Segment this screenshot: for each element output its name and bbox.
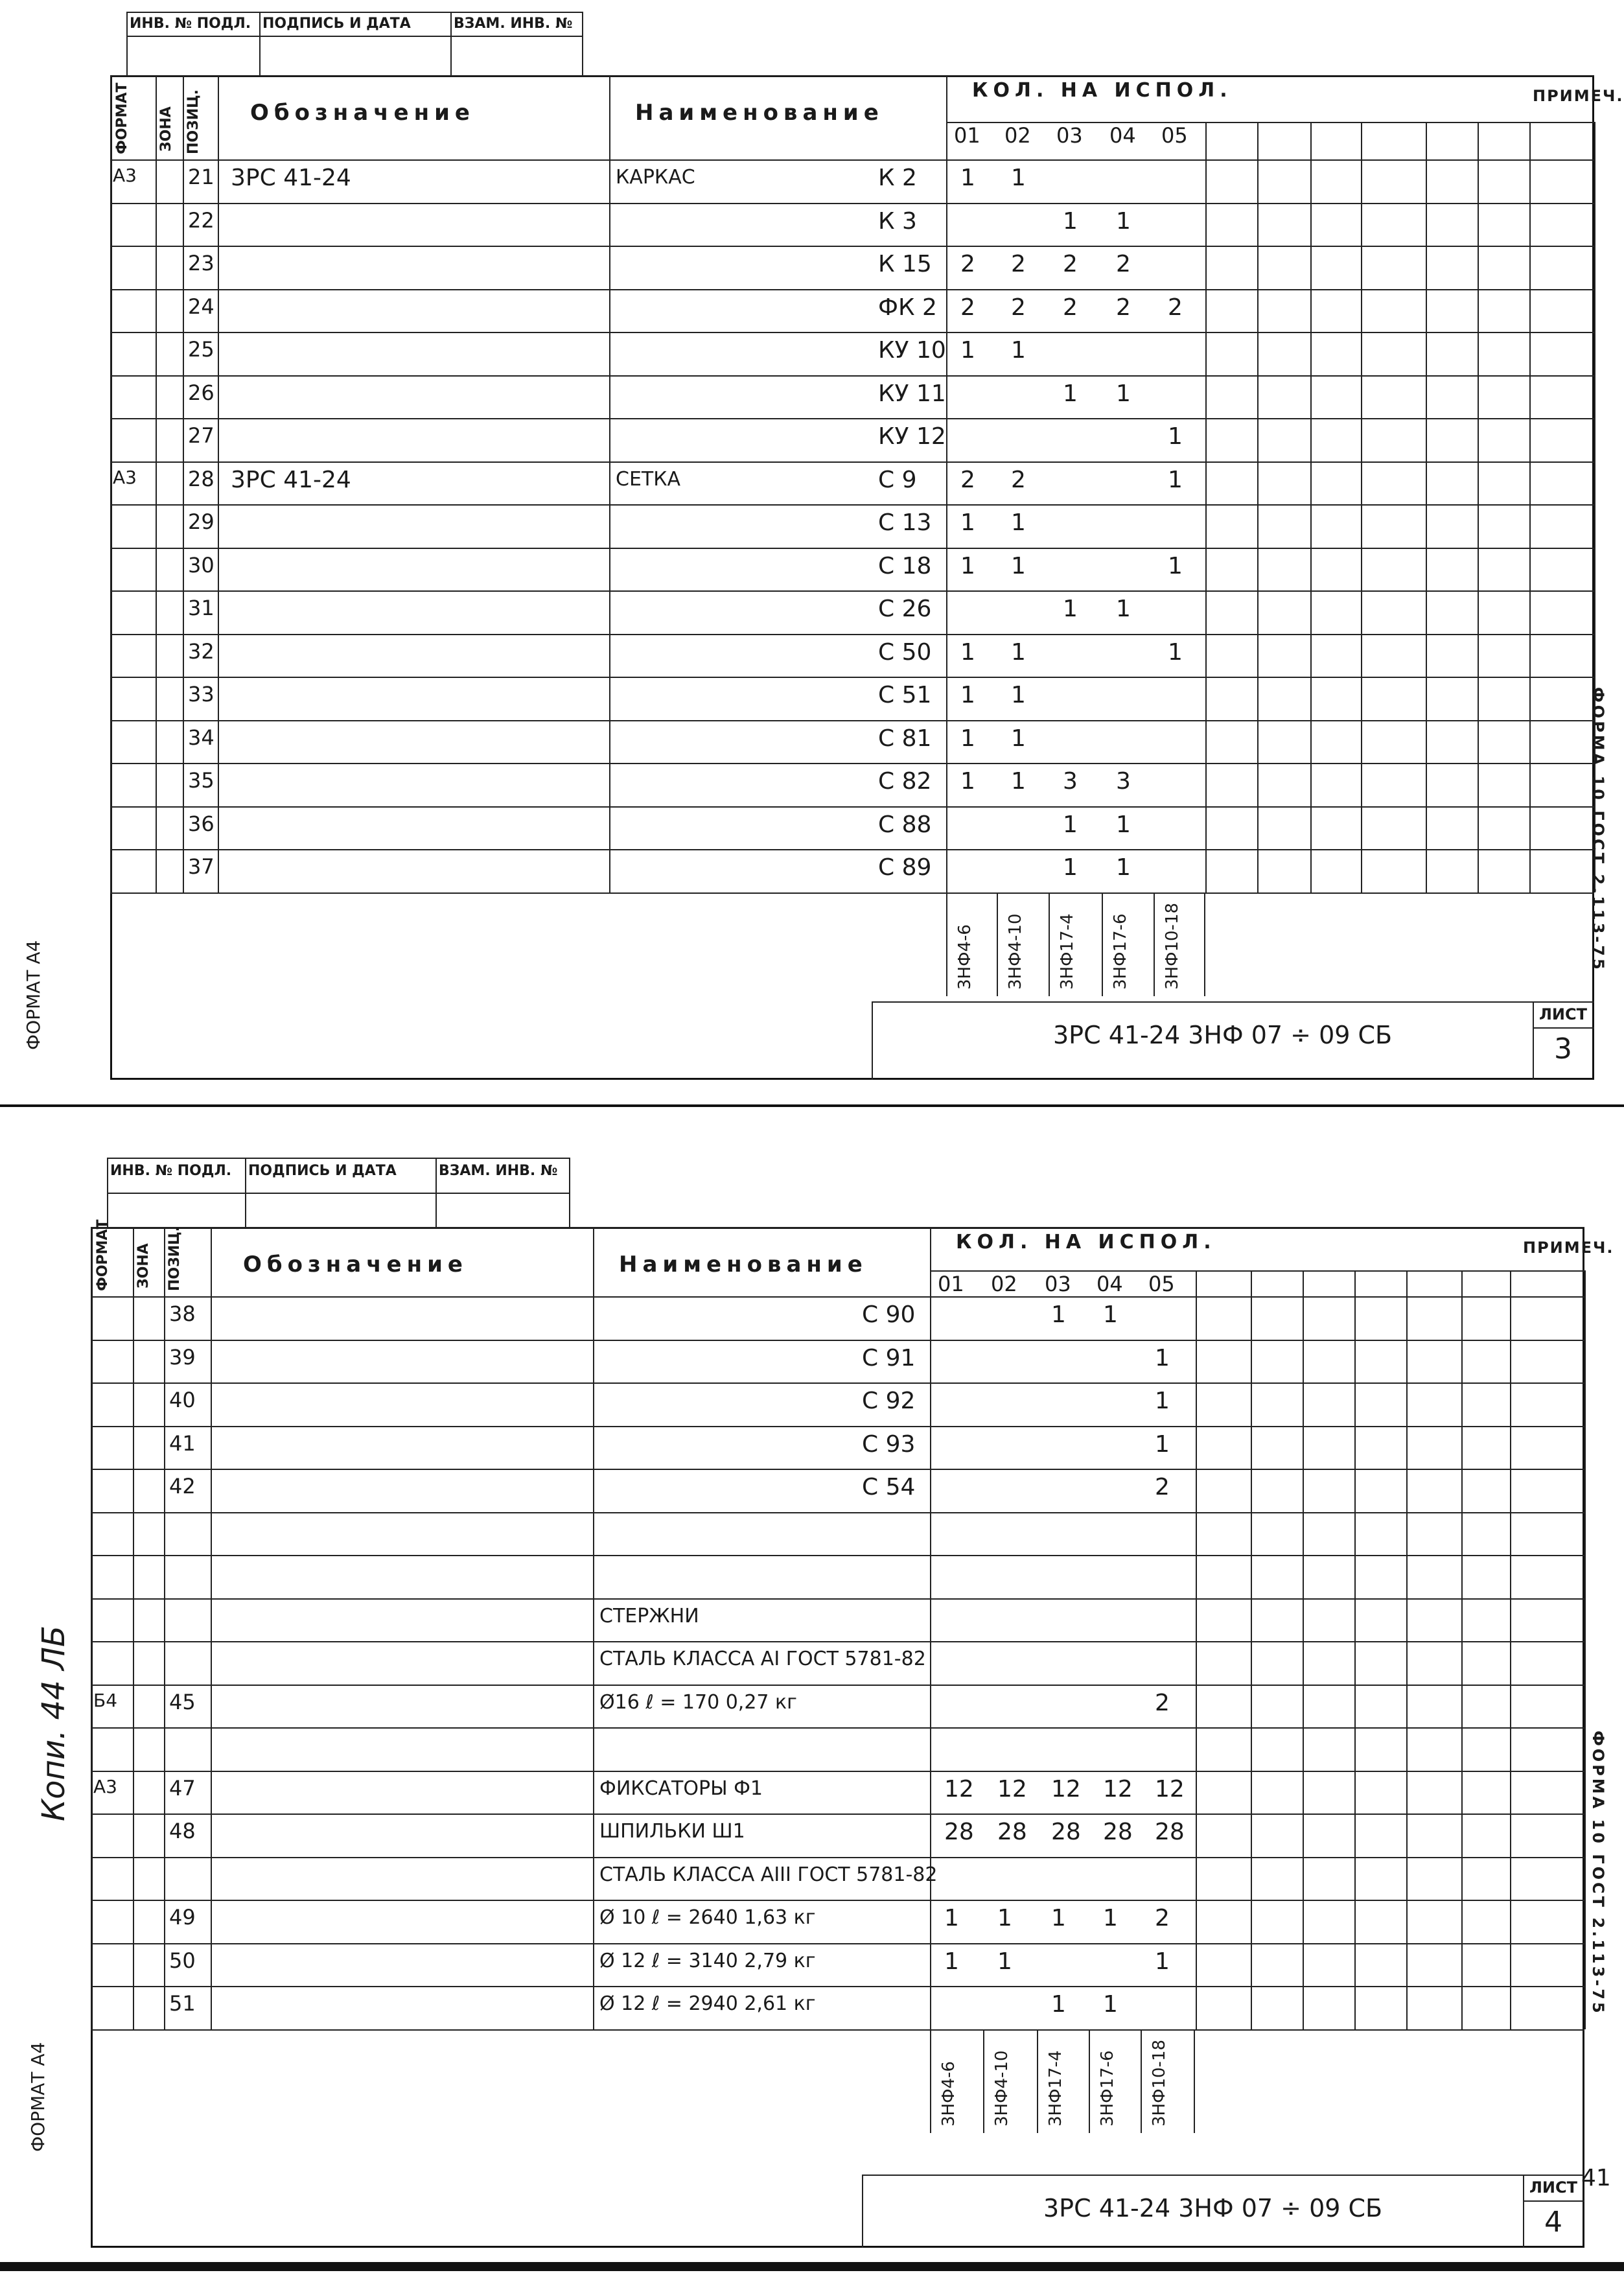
cell-mark: С 89 <box>878 854 932 881</box>
rule-h <box>110 332 1594 333</box>
cell-position: 45 <box>169 1689 196 1714</box>
cell-qty: 1 <box>1011 768 1026 795</box>
variant-col-01: 01 <box>938 1272 964 1296</box>
rule-h <box>110 289 1594 290</box>
rule-v <box>1257 122 1259 892</box>
stamp-vzam-2: ВЗАМ. ИНВ. № <box>439 1163 558 1179</box>
list-label: ЛИСТ <box>1529 2178 1578 2197</box>
rule-v <box>1049 892 1050 996</box>
rule-h <box>91 1943 1584 1944</box>
rule-h <box>91 1469 1584 1470</box>
cell-qty: 1 <box>1063 380 1078 407</box>
cell-position: 49 <box>169 1905 196 1930</box>
cell-qty: 1 <box>1116 380 1131 407</box>
rule-h <box>110 763 1594 764</box>
rule-h <box>110 375 1594 377</box>
cell-position: 50 <box>169 1948 196 1973</box>
cell-mark: С 13 <box>878 509 932 536</box>
cell-position: 42 <box>169 1474 196 1499</box>
rule-h <box>930 1270 1584 1272</box>
rule-h <box>91 1814 1584 1815</box>
cell-position: 28 <box>188 466 215 491</box>
rule-v <box>183 75 184 892</box>
rule-h <box>91 1227 1584 1228</box>
sheet-2-frame <box>91 1227 1584 2248</box>
cell-position: 27 <box>188 423 215 448</box>
cell-name: СЕТКА <box>616 467 681 491</box>
stamp-podpis-2: ПОДПИСЬ И ДАТА <box>248 1163 397 1179</box>
cell-qty: 1 <box>997 1948 1012 1975</box>
cell-qty: 3 <box>1063 768 1078 795</box>
cell-name: СТЕРЖНИ <box>599 1604 699 1627</box>
rule-h <box>110 504 1594 506</box>
cell-qty: 2 <box>1063 251 1078 277</box>
cell-format: Б4 <box>93 1689 118 1711</box>
cell-qty: 2 <box>1063 294 1078 321</box>
cell-mark: С 18 <box>878 552 932 579</box>
cell-mark: С 90 <box>862 1301 916 1328</box>
cell-mark: С 92 <box>862 1388 916 1414</box>
rule-h <box>110 677 1594 678</box>
cell-name: ШПИЛЬКИ Ш1 <box>599 1820 745 1843</box>
rule-h <box>91 1340 1584 1341</box>
cell-position: 38 <box>169 1301 196 1326</box>
variant-col-01: 01 <box>954 123 980 148</box>
cell-qty: 1 <box>1063 854 1078 881</box>
cell-position: 31 <box>188 596 215 620</box>
rule-h <box>91 1685 1584 1686</box>
cell-qty: 1 <box>1116 811 1131 838</box>
rule-h <box>110 806 1594 808</box>
rule-v <box>1426 122 1427 892</box>
rule-v <box>211 1227 212 2029</box>
rule-v <box>1141 2029 1142 2133</box>
rule-h <box>91 1986 1584 1987</box>
title-block-designation: 3РС 41-24 3НФ 07 ÷ 09 СБ <box>1053 1021 1393 1049</box>
cell-position: 48 <box>169 1819 196 1843</box>
cell-qty: 1 <box>1011 165 1026 191</box>
rule-v <box>983 2029 984 2133</box>
rule-v <box>593 1227 594 2029</box>
variant-code: 3НФ10-18 <box>1163 902 1182 990</box>
cell-mark: С 91 <box>862 1344 916 1371</box>
cell-oboznachenie: 3РС 41-24 <box>231 466 351 493</box>
cell-name: ФИКСАТОРЫ Ф1 <box>599 1777 763 1800</box>
cell-qty: 28 <box>944 1819 974 1845</box>
header-naimenovanie: Наименование <box>619 1252 868 1277</box>
rule-h <box>91 1727 1584 1729</box>
cell-mark: С 82 <box>878 768 932 795</box>
rule-h <box>91 1641 1584 1642</box>
rule-h <box>946 122 1594 123</box>
cell-qty: 1 <box>944 1905 959 1931</box>
cell-qty: 1 <box>1103 1301 1118 1328</box>
rule-v <box>1102 892 1103 996</box>
cell-qty: 28 <box>1103 1819 1133 1845</box>
cell-qty: 12 <box>944 1775 974 1802</box>
rule-v <box>1089 2029 1090 2133</box>
header-kol: КОЛ. НА ИСПОЛ. <box>956 1231 1216 1254</box>
cell-position: 40 <box>169 1388 196 1412</box>
side-label-right-bottom: ФОРМА 10 ГОСТ 2.113-75 <box>1589 1731 1607 2016</box>
rule-h <box>110 849 1594 850</box>
cell-mark: С 88 <box>878 811 932 838</box>
rule-h <box>91 1382 1584 1384</box>
cell-mark: С 50 <box>878 638 932 666</box>
rule-v <box>110 75 111 892</box>
cell-qty: 1 <box>1051 1301 1066 1328</box>
cell-qty: 28 <box>997 1819 1027 1845</box>
side-label-right-top: ФОРМА 10 ГОСТ 2.113-75 <box>1589 687 1607 972</box>
cell-mark: К 2 <box>878 165 917 191</box>
header-zona: ЗОНА <box>158 106 174 152</box>
cell-position: 39 <box>169 1344 196 1370</box>
cell-qty: 1 <box>960 509 975 536</box>
cell-qty: 2 <box>1168 294 1183 321</box>
cell-format: А3 <box>113 165 137 186</box>
cell-qty: 2 <box>1155 1689 1170 1716</box>
rule-h <box>110 461 1594 463</box>
stamp-inv-podl-2: ИНВ. № ПОДЛ. <box>110 1163 232 1179</box>
rule-v <box>1310 122 1312 892</box>
variant-code: 3НФ17-6 <box>1111 913 1130 990</box>
cell-qty: 1 <box>1051 1991 1066 2018</box>
cell-position: 25 <box>188 337 215 362</box>
variant-code: 3НФ10-18 <box>1150 2039 1169 2127</box>
rule-v <box>872 1001 873 1080</box>
cell-mark: С 9 <box>878 466 917 493</box>
cell-qty: 1 <box>1155 1344 1170 1371</box>
cell-format: А3 <box>93 1775 117 1797</box>
cell-mark: КУ 12 <box>878 423 946 450</box>
rule-v <box>1533 1001 1534 1080</box>
rule-h <box>91 1857 1584 1858</box>
cell-qty: 1 <box>960 165 975 191</box>
cell-qty: 1 <box>1116 207 1131 235</box>
cell-qty: 1 <box>1155 1430 1170 1458</box>
rule-h <box>110 590 1594 592</box>
cell-position: 51 <box>169 1991 196 2016</box>
rule-h <box>91 1900 1584 1901</box>
cell-qty: 2 <box>1011 466 1026 493</box>
cell-qty: 1 <box>1116 854 1131 881</box>
cell-qty: 1 <box>960 552 975 579</box>
cell-qty: 1 <box>1155 1948 1170 1975</box>
rule-h <box>1523 2200 1584 2202</box>
cell-qty: 1 <box>1168 638 1183 666</box>
header-format: ФОРМАТ <box>114 82 130 154</box>
cell-position: 34 <box>188 725 215 750</box>
cell-qty: 2 <box>960 294 975 321</box>
variant-code: 3НФ17-4 <box>1046 2050 1065 2127</box>
cell-qty: 1 <box>1011 509 1026 536</box>
rule-h <box>91 1426 1584 1427</box>
rule-h <box>110 634 1594 635</box>
header-naimenovanie: Наименование <box>635 100 884 126</box>
cell-name: Ø16 ℓ = 170 0,27 кг <box>599 1690 797 1714</box>
rule-v <box>164 1227 165 2029</box>
cell-qty: 1 <box>1116 596 1131 622</box>
rule-h <box>110 246 1594 247</box>
cell-name: СТАЛЬ КЛАССА АIII ГОСТ 5781-82 <box>599 1863 938 1886</box>
cell-position: 29 <box>188 509 215 534</box>
page-separator <box>0 1104 1624 1107</box>
rule-h <box>1533 1027 1594 1029</box>
rule-v <box>862 2175 863 2248</box>
variant-code: 3НФ4-6 <box>955 924 975 990</box>
rule-v <box>930 1227 931 2029</box>
list-number: 3 <box>1554 1032 1572 1066</box>
header-poz: ПОЗИЦ. <box>167 1226 183 1291</box>
title-block-designation: 3РС 41-24 3НФ 07 ÷ 09 СБ <box>1043 2194 1383 2222</box>
cell-qty: 3 <box>1116 768 1131 795</box>
rule-h <box>110 75 1594 76</box>
cell-qty: 1 <box>997 1905 1012 1931</box>
header-poz: ПОЗИЦ. <box>185 89 202 154</box>
cell-qty: 2 <box>1155 1905 1170 1931</box>
header-oboznachenie: Обозначение <box>243 1252 468 1277</box>
rule-v <box>946 892 947 996</box>
rule-v <box>1478 122 1479 892</box>
cell-qty: 1 <box>960 725 975 752</box>
rule-h <box>91 1598 1584 1600</box>
rule-h <box>110 548 1594 549</box>
cell-position: 32 <box>188 638 215 664</box>
cell-position: 23 <box>188 251 215 275</box>
variant-col-02: 02 <box>991 1272 1017 1296</box>
rule-v <box>156 75 157 892</box>
cell-qty: 2 <box>1155 1474 1170 1500</box>
variant-code: 3НФ4-6 <box>939 2060 958 2127</box>
variant-col-04: 04 <box>1109 123 1136 148</box>
cell-oboznachenie: 3РС 41-24 <box>231 165 351 191</box>
corner-number: 41 <box>1581 2165 1611 2191</box>
cell-qty: 1 <box>1063 207 1078 235</box>
cell-qty: 1 <box>1051 1905 1066 1931</box>
rule-v <box>1354 1270 1356 2029</box>
cell-qty: 12 <box>1155 1775 1185 1802</box>
rule-v <box>1204 892 1205 996</box>
variant-col-05: 05 <box>1148 1272 1175 1296</box>
cell-qty: 1 <box>1011 725 1026 752</box>
cell-mark: К 3 <box>878 207 917 235</box>
cell-position: 30 <box>188 552 215 577</box>
cell-qty: 1 <box>960 337 975 364</box>
sheet-1-frame <box>110 75 1594 1080</box>
rule-v <box>1037 2029 1038 2133</box>
header-zona: ЗОНА <box>135 1243 152 1289</box>
variant-code: 3НФ17-6 <box>1098 2050 1117 2127</box>
rule-v <box>1154 892 1155 996</box>
rule-h <box>110 159 1594 161</box>
rule-v <box>1251 1270 1252 2029</box>
cell-qty: 2 <box>1011 294 1026 321</box>
cell-name: СТАЛЬ КЛАССА АI ГОСТ 5781-82 <box>599 1648 926 1670</box>
header-primech: ПРИМЕЧ. <box>1533 87 1624 105</box>
cell-qty: 12 <box>997 1775 1027 1802</box>
cell-position: 41 <box>169 1430 196 1456</box>
cell-mark: С 81 <box>878 725 932 752</box>
rule-v <box>1510 1270 1511 2029</box>
cell-qty: 2 <box>1116 251 1131 277</box>
variant-col-02: 02 <box>1004 123 1031 148</box>
cell-qty: 2 <box>1116 294 1131 321</box>
cell-mark: КУ 10 <box>878 337 946 364</box>
bottom-edge <box>0 2262 1624 2271</box>
rule-v <box>1194 2029 1195 2133</box>
rule-h <box>862 2175 1584 2176</box>
rule-v <box>1205 122 1207 892</box>
rule-h <box>91 1296 1584 1298</box>
cell-qty: 1 <box>1063 811 1078 838</box>
cell-qty: 12 <box>1103 1775 1133 1802</box>
side-label-top: ФОРМАТ А4 <box>23 940 44 1050</box>
stamp-inv-podl: ИНВ. № ПОДЛ. <box>130 16 251 32</box>
cell-qty: 1 <box>1168 552 1183 579</box>
rule-h <box>110 892 1594 894</box>
header-oboznachenie: Обозначение <box>250 100 475 126</box>
rule-v <box>946 75 947 892</box>
list-label: ЛИСТ <box>1539 1005 1588 1023</box>
cell-mark: К 15 <box>878 251 932 277</box>
cell-qty: 2 <box>1011 251 1026 277</box>
variant-code: 3НФ4-10 <box>992 2050 1012 2127</box>
rule-h <box>91 1555 1584 1556</box>
rule-h <box>110 203 1594 204</box>
rule-h <box>110 720 1594 721</box>
rule-v <box>1529 122 1531 892</box>
cell-qty: 1 <box>960 682 975 708</box>
cell-position: 35 <box>188 768 215 793</box>
stamp-podpis: ПОДПИСЬ И ДАТА <box>262 16 411 32</box>
cell-name: Ø 12 ℓ = 2940 2,61 кг <box>599 1992 816 2015</box>
cell-mark: С 93 <box>862 1430 916 1458</box>
rule-v <box>1196 1270 1197 2029</box>
cell-qty: 1 <box>960 768 975 795</box>
cell-qty: 1 <box>1103 1991 1118 2018</box>
cell-mark: ФК 2 <box>878 294 937 321</box>
cell-name: Ø 10 ℓ = 2640 1,63 кг <box>599 1906 816 1929</box>
cell-position: 36 <box>188 811 215 836</box>
stamp-vzam: ВЗАМ. ИНВ. № <box>454 16 573 32</box>
cell-qty: 1 <box>960 638 975 666</box>
rule-v <box>997 892 998 996</box>
rule-h <box>91 1771 1584 1772</box>
cell-qty: 1 <box>1103 1905 1118 1931</box>
rule-v <box>1461 1270 1463 2029</box>
rule-v <box>609 75 610 892</box>
cell-name: КАРКАС <box>616 166 695 189</box>
rule-h <box>91 1512 1584 1513</box>
list-number: 4 <box>1544 2206 1562 2239</box>
copy-note: Копи. 44 ЛБ <box>36 1626 72 1821</box>
cell-qty: 28 <box>1155 1819 1185 1845</box>
variant-col-03: 03 <box>1056 123 1083 148</box>
cell-name: Ø 12 ℓ = 3140 2,79 кг <box>599 1949 816 1972</box>
cell-mark: С 54 <box>862 1474 916 1500</box>
cell-position: 47 <box>169 1775 196 1801</box>
cell-position: 37 <box>188 854 215 879</box>
rule-v <box>1584 1270 1586 2029</box>
cell-qty: 2 <box>960 251 975 277</box>
header-kol: КОЛ. НА ИСПОЛ. <box>972 79 1233 102</box>
rule-h <box>872 1001 1594 1003</box>
cell-position: 33 <box>188 682 215 706</box>
rule-v <box>1361 122 1362 892</box>
cell-position: 24 <box>188 294 215 319</box>
rule-v <box>930 2029 931 2133</box>
rule-h <box>110 418 1594 419</box>
cell-qty: 1 <box>1011 682 1026 708</box>
rule-v <box>1406 1270 1408 2029</box>
cell-position: 22 <box>188 207 215 233</box>
rule-v <box>218 75 219 892</box>
cell-qty: 1 <box>1168 466 1183 493</box>
rule-h <box>91 2029 1584 2031</box>
variant-col-04: 04 <box>1096 1272 1123 1296</box>
variant-col-05: 05 <box>1161 123 1188 148</box>
variant-code: 3НФ4-10 <box>1006 913 1025 990</box>
rule-v <box>1523 2175 1524 2248</box>
variant-code: 3НФ17-4 <box>1058 913 1077 990</box>
header-primech: ПРИМЕЧ. <box>1523 1239 1614 1257</box>
cell-qty: 28 <box>1051 1819 1081 1845</box>
side-label-bottom: ФОРМАТ А4 <box>27 2042 49 2152</box>
cell-qty: 2 <box>960 466 975 493</box>
cell-format: А3 <box>113 466 137 488</box>
cell-qty: 1 <box>1155 1388 1170 1414</box>
cell-qty: 1 <box>1063 596 1078 622</box>
cell-mark: КУ 11 <box>878 380 946 407</box>
rule-v <box>1303 1270 1304 2029</box>
cell-position: 26 <box>188 380 215 405</box>
rule-v <box>133 1227 134 2029</box>
cell-qty: 12 <box>1051 1775 1081 1802</box>
cell-qty: 1 <box>1011 337 1026 364</box>
cell-qty: 1 <box>1011 552 1026 579</box>
rule-v <box>91 1227 92 2029</box>
variant-col-03: 03 <box>1045 1272 1071 1296</box>
cell-mark: С 26 <box>878 596 932 622</box>
cell-position: 21 <box>188 165 215 189</box>
cell-qty: 1 <box>944 1948 959 1975</box>
cell-qty: 1 <box>1011 638 1026 666</box>
cell-mark: С 51 <box>878 682 932 708</box>
header-format: ФОРМАТ <box>95 1219 111 1291</box>
cell-qty: 1 <box>1168 423 1183 450</box>
